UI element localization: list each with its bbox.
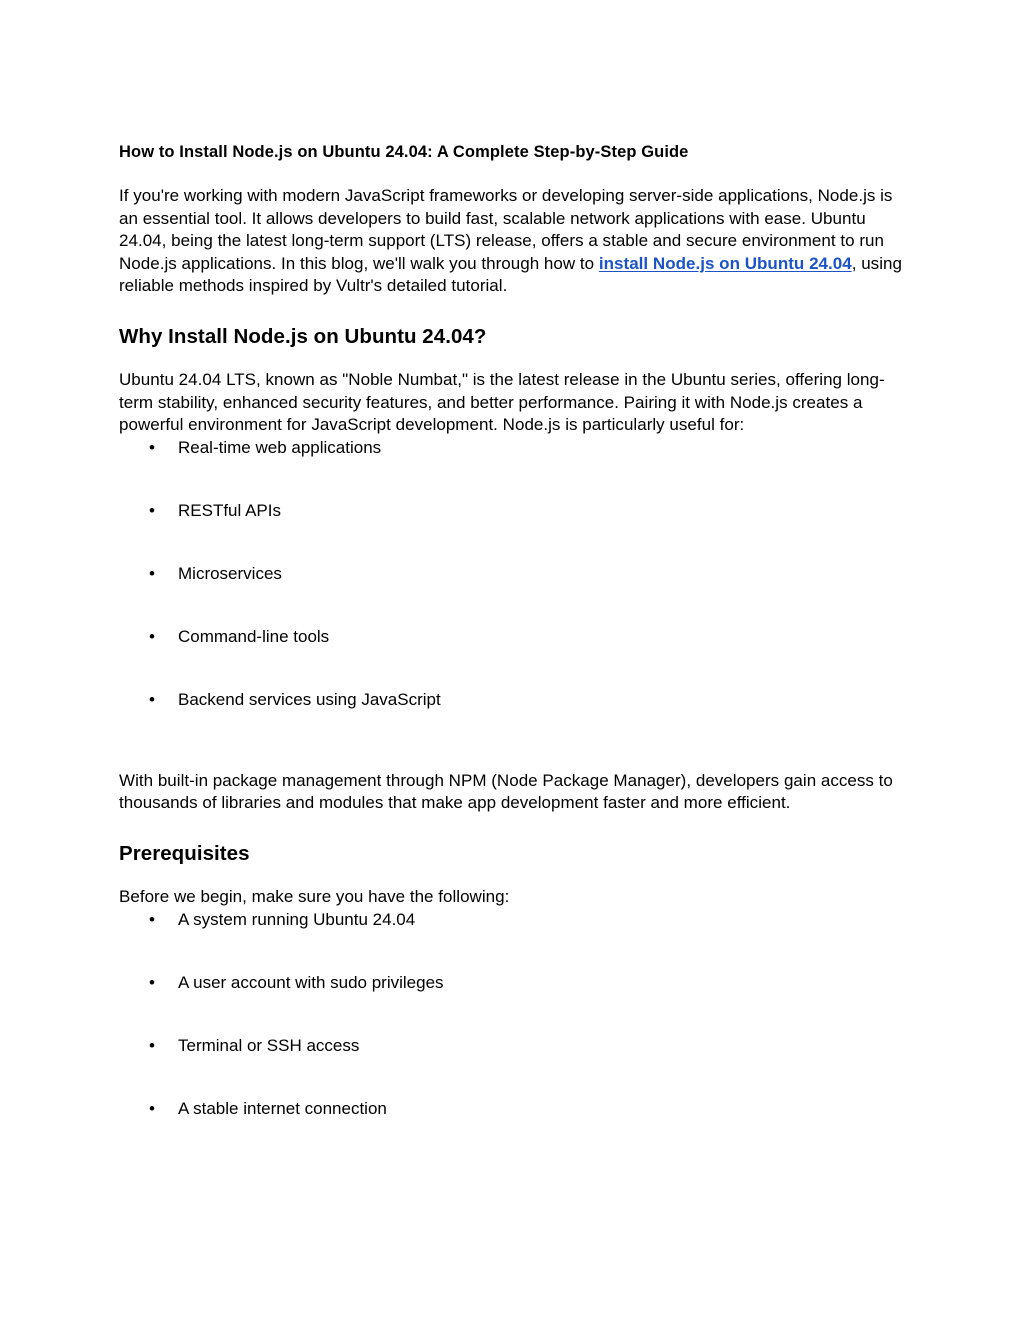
- list-item: [119, 1035, 905, 1098]
- list-item-label: Real-time web applications: [178, 437, 382, 457]
- section-heading-prerequisites: Prerequisites: [119, 841, 250, 865]
- list-item-label: A stable internet connection: [178, 1098, 387, 1118]
- list-item: [119, 626, 905, 689]
- install-nodejs-link[interactable]: install Node.js on Ubuntu 24.04: [598, 253, 852, 273]
- npm-paragraph: With built-in package management through NPM (Node Package Manager), developers gain access to thousands of libraries and modules that make app development faster and more efficient.: [119, 770, 893, 813]
- intro-text-after-link: , using reliable methods inspired by Vultr's detailed tutorial.: [119, 253, 902, 296]
- list-item: [119, 689, 905, 752]
- bullet-icon: •: [149, 437, 155, 457]
- bullet-icon: •: [149, 563, 155, 583]
- list-item: [119, 972, 905, 1035]
- intro-paragraph: [119, 185, 909, 298]
- section-heading-why-install: Why Install Node.js on Ubuntu 24.04?: [119, 324, 487, 348]
- list-item-label: Terminal or SSH access: [178, 1035, 360, 1055]
- bullet-icon: •: [149, 1098, 155, 1118]
- bullet-icon: •: [149, 500, 155, 520]
- list-item-label: Backend services using JavaScript: [178, 689, 441, 709]
- intro-text-before-link: If you're working with modern JavaScript frameworks or developing server-side applications, Node.js is an essential tool. It allows developers to build fast, scalable network applications with ease. Ubuntu 24.04, being the latest long-term support (LTS) release, offers a stable and secure environment to run Node.js applications. In this blog, we'll walk you through how to: [119, 186, 893, 273]
- prerequisites-bullet-list: [119, 909, 905, 1161]
- list-item: [119, 500, 905, 563]
- page-title: How to Install Node.js on Ubuntu 24.04: A Complete Step-by-Step Guide: [119, 143, 689, 161]
- list-item-label: Command-line tools: [178, 626, 330, 646]
- list-item: [119, 909, 905, 972]
- list-bottom-spacer: [119, 752, 905, 770]
- prerequisites-paragraph: Before we begin, make sure you have the following:: [119, 886, 510, 906]
- prerequisites-top-spacer: [119, 815, 905, 841]
- bullet-icon: •: [149, 972, 155, 992]
- list-item: [119, 563, 905, 626]
- list-item-label: RESTful APIs: [178, 500, 281, 520]
- bullet-icon: •: [149, 909, 155, 929]
- bullet-icon: •: [149, 1035, 155, 1055]
- bullet-icon: •: [149, 626, 155, 646]
- list-item-label: A system running Ubuntu 24.04: [178, 909, 416, 929]
- list-item: [119, 437, 905, 500]
- bullet-icon: •: [149, 689, 155, 709]
- list-item-label: A user account with sudo privileges: [178, 972, 444, 992]
- why-install-paragraph: Ubuntu 24.04 LTS, known as "Noble Numbat," is the latest release in the Ubuntu series, offering long-term stability, enhanced security features, and better performance. Pairing it with Node.js creates a powerful environment for JavaScript development. Node.js is particularly useful for:: [119, 369, 885, 435]
- list-item: [119, 1098, 905, 1161]
- list-item-label: Microservices: [178, 563, 282, 583]
- why-install-bullet-list: [119, 437, 905, 752]
